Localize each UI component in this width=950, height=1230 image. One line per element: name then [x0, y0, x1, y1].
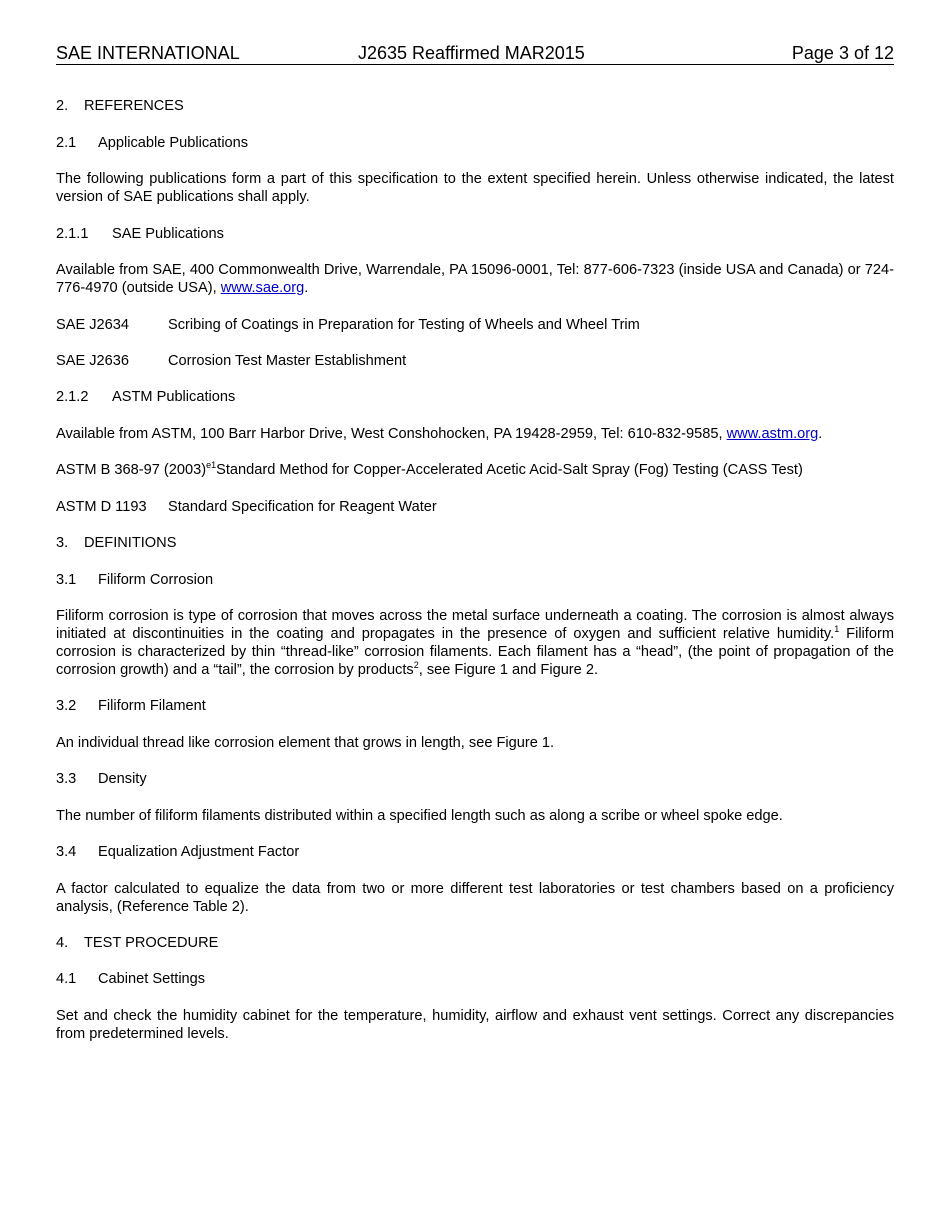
- paragraph-2-1: The following publications form a part of this specification to the extent specified herein. Unless otherwise indicated, the latest version of SAE publications shall apply.: [56, 171, 894, 205]
- paragraph-3-1: Filiform corrosion is type of corrosion that moves across the metal surface underneath a coating. The corrosion is almost always initiated at discontinuities in the coating and propagates in the presence of oxygen and sufficient relative humidity.$^1$ Filiform corrosion is characterized by thin “thread-like” corrosion filaments. Each filament has a “head”, (the point of propagation of the corrosion growth) and a “tail”, the corrosion by products$^2$, see Figure 1 and Figure 2.: [56, 608, 894, 678]
- reference-astm-b368: ASTM B 368-97 $(2003)^{e1}Standard$ Method for Copper-Accelerated Acetic Acid-Salt Spray (Fog) Testing (CASS Test): [56, 460, 803, 478]
- heading-3-2-filiform-filament: 3.2 Filiform Filament: [56, 698, 206, 714]
- heading-3-4-equalization-adjustment-factor: 3.4 Equalization Adjustment Factor: [56, 844, 300, 860]
- heading-2-1-2-astm-publications: 2.1.2 ASTM Publications: [56, 389, 236, 405]
- heading-3-definitions: 3. DEFINITIONS: [56, 535, 177, 551]
- reference-sae-j2636: SAE J2636 Corrosion Test Master Establishment: [56, 353, 407, 369]
- page-header: [56, 42, 894, 65]
- paragraph-2-1-2: Available from ASTM, 100 Barr Harbor Drive, West Conshohocken, PA 19428-2959, Tel: 610-832-9585, www.astm.org.: [56, 426, 823, 442]
- reference-astm-d1193: ASTM D 1193 Standard Specification for Reagent Water: [56, 499, 437, 515]
- paragraph-3-4: A factor calculated to equalize the data from two or more different test laboratories or test chambers based on a proficiency analysis, (Reference Table 2).: [56, 881, 894, 915]
- heading-4-1-cabinet-settings: 4.1 Cabinet Settings: [56, 971, 206, 987]
- heading-3-3-density: 3.3 Density: [56, 771, 147, 787]
- sae-website-link[interactable]: www.sae.org: [220, 280, 305, 296]
- paragraph-2-1-1: Available from SAE, 400 Commonwealth Drive, Warrendale, PA 15096-0001, Tel: 877-606-7323 (inside USA and Canada) or 724-776-4970 (outside USA), www.sae.org.: [56, 262, 894, 296]
- heading-2-1-applicable-publications: 2.1 Applicable Publications: [56, 135, 249, 151]
- astm-website-link[interactable]: www.astm.org: [726, 426, 819, 442]
- heading-3-1-filiform-corrosion: 3.1 Filiform Corrosion: [56, 572, 214, 588]
- paragraph-3-2: An individual thread like corrosion element that grows in length, see Figure 1.: [56, 735, 555, 751]
- header-org: SAE INTERNATIONAL: [56, 43, 240, 63]
- heading-4-test-procedure: 4. TEST PROCEDURE: [56, 935, 219, 951]
- header-doc-id: J2635 Reaffirmed MAR2015: [358, 43, 585, 63]
- heading-2-references: 2. REFERENCES: [56, 98, 184, 114]
- heading-2-1-1-sae-publications: 2.1.1 SAE Publications: [56, 226, 224, 242]
- header-page-number: Page 3 of 12: [791, 43, 894, 63]
- paragraph-3-3: The number of filiform filaments distributed within a specified length such as along a scribe or wheel spoke edge.: [56, 808, 783, 824]
- paragraph-4-1: Set and check the humidity cabinet for the temperature, humidity, airflow and exhaust vent settings. Correct any discrepancies from predetermined levels.: [56, 1008, 894, 1042]
- reference-sae-j2634: SAE J2634 Scribing of Coatings in Preparation for Testing of Wheels and Wheel Trim: [56, 317, 640, 333]
